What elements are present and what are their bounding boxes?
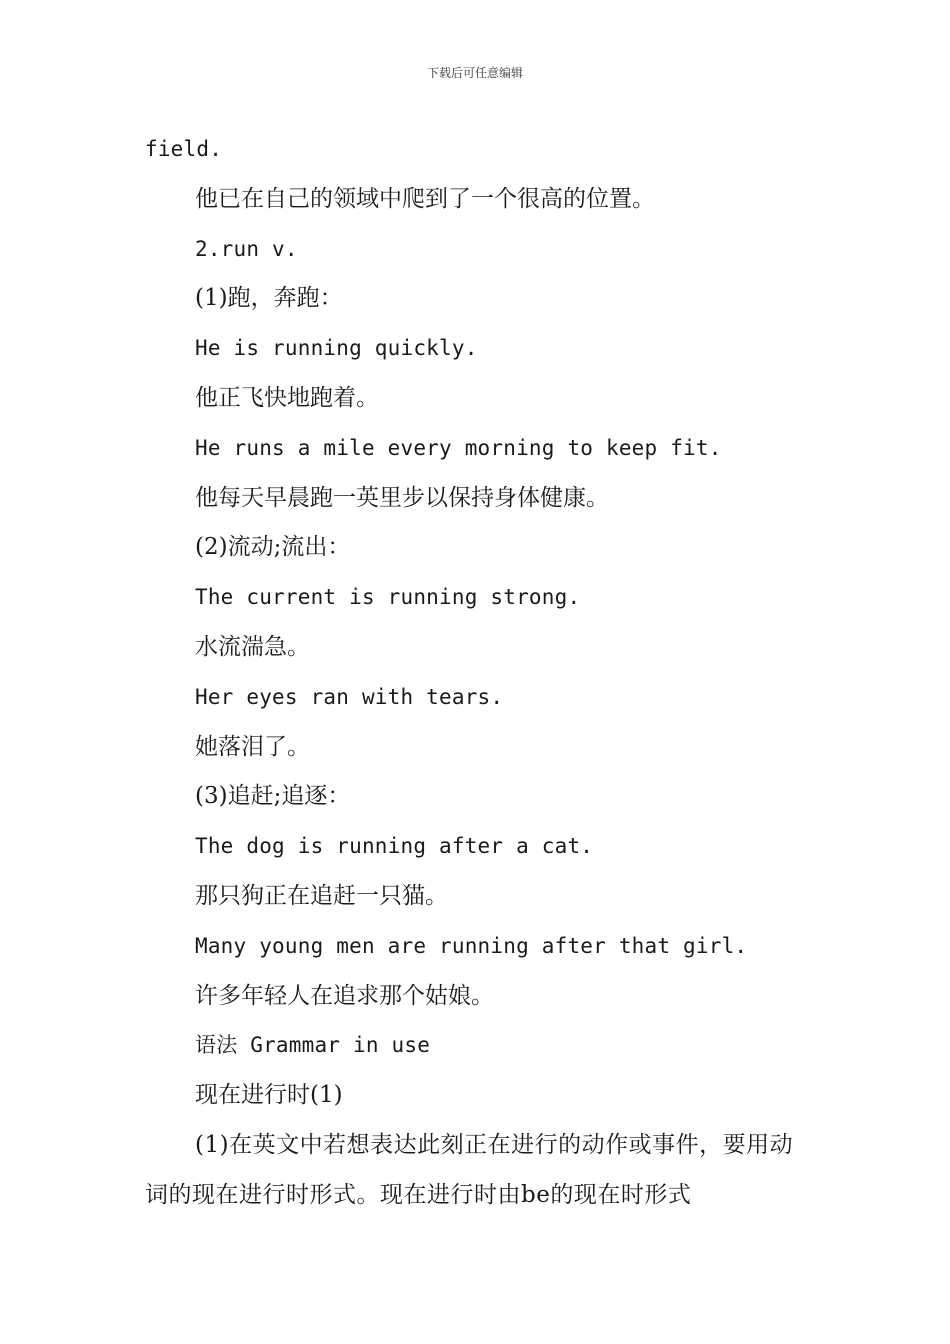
example-translation: 水流湍急。 <box>195 633 310 660</box>
example-translation: 他正飞快地跑着。 <box>195 384 379 411</box>
example-sentence: He runs a mile every morning to keep fit. <box>195 435 722 460</box>
grammar-paragraph: (1)在英文中若想表达此刻正在进行的动作或事件，要用动词的现在进行时形式。现在进行时由be的现在时形式 <box>145 1131 794 1208</box>
grammar-heading: 语法 Grammar in use <box>195 1033 431 1058</box>
example-translation: 许多年轻人在追求那个姑娘。 <box>195 982 494 1009</box>
page-header: 下载后可任意编辑 <box>426 66 523 80</box>
example-sentence: He is running quickly. <box>195 336 478 361</box>
section-heading: 2.run v. <box>195 236 298 261</box>
text-line: 他已在自己的领域中爬到了一个很高的位置。 <box>195 185 655 212</box>
example-sentence: Her eyes ran with tears. <box>195 684 504 709</box>
example-sentence: Many young men are running after that girl. <box>195 933 748 958</box>
example-sentence: The current is running strong. <box>195 585 581 610</box>
grammar-subheading: 现在进行时(1) <box>195 1082 343 1109</box>
definition-heading: (2)流动;流出： <box>195 534 351 561</box>
example-translation: 她落泪了。 <box>195 733 310 760</box>
example-translation: 那只狗正在追赶一只猫。 <box>195 882 448 909</box>
document-body <box>145 125 810 1221</box>
text-line: field. <box>145 137 223 161</box>
definition-heading: (1)跑，奔跑： <box>195 285 343 312</box>
definition-heading: (3)追赶;追逐： <box>195 783 351 810</box>
example-sentence: The dog is running after a cat. <box>195 834 594 859</box>
example-translation: 他每天早晨跑一英里步以保持身体健康。 <box>195 484 609 511</box>
